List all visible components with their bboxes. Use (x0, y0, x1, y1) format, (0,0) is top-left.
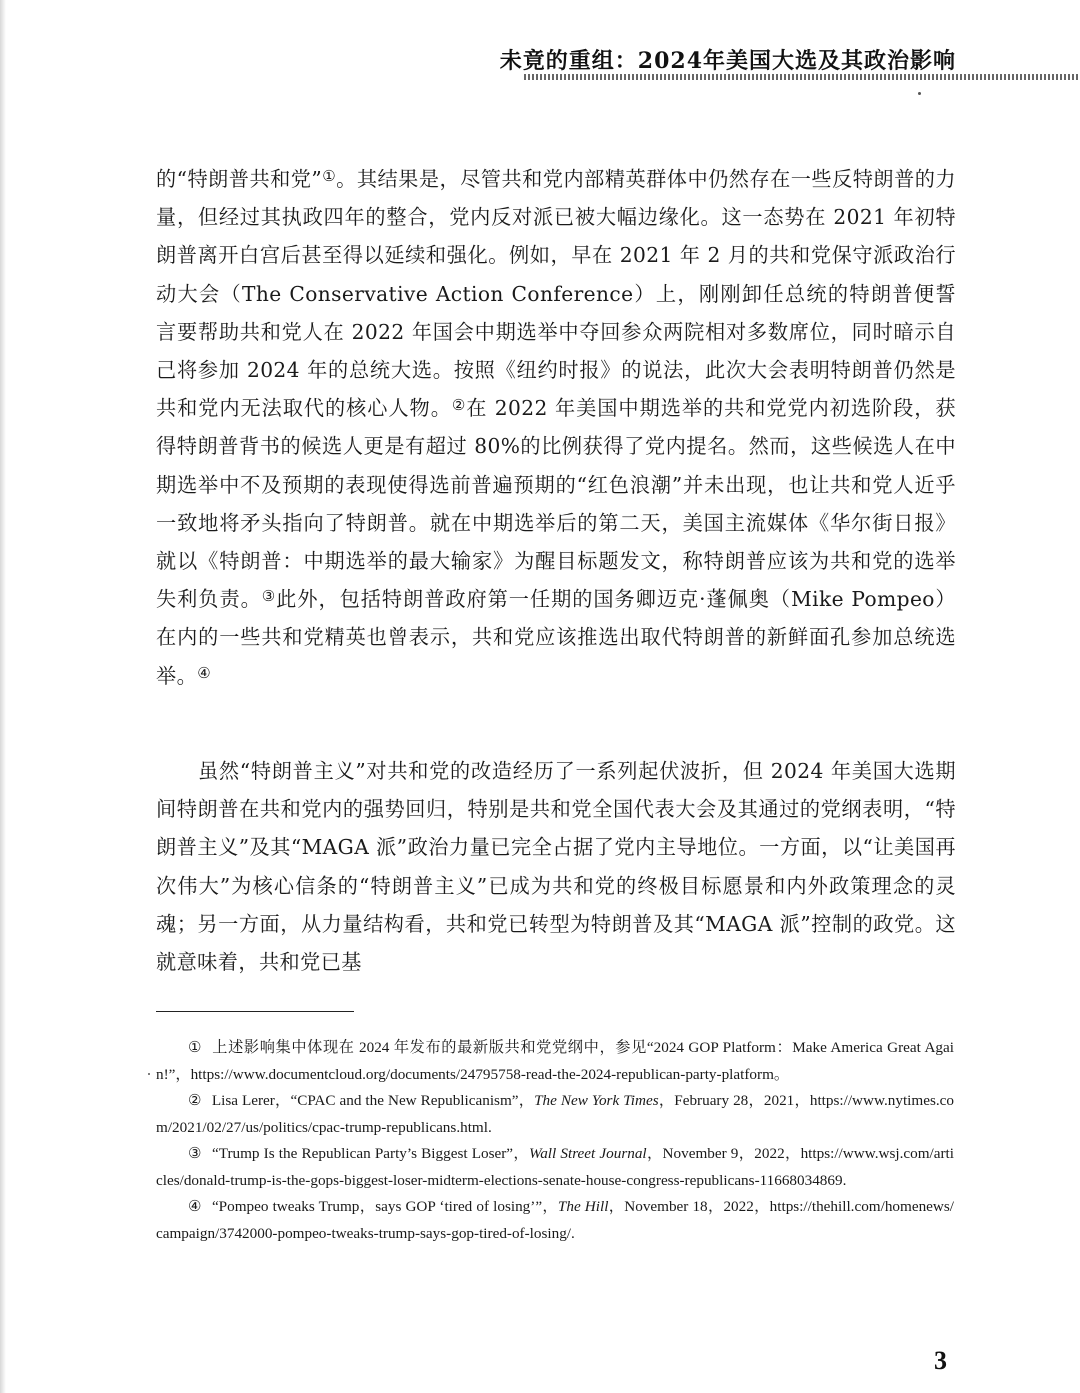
footnote-text: “Pompeo tweaks Trump，says GOP ‘tired of losing’”， (211, 1198, 558, 1215)
footnote-2 (156, 1087, 954, 1141)
footnote-source: The New York Times (534, 1092, 659, 1109)
paragraph-1-seg-3: 在 2022 年美国中期选举的共和党党内初选阶段，获得特朗普背书的候选人更是有超过 80%的比例获得了党内提名。然而，这些候选人在中期选举中不及预期的表现使得选前普遍预期的“红色浪潮”并未出现，也让共和党人近乎一致地将矛头指向了特朗普。就在中期选举后的第二天，美国主流媒体《华尔街日报》就以《特朗普：中期选举的最大输家》为醒目标题发文，称特朗普应该为共和党的选举失利负责。 (156, 396, 956, 612)
footnote-4 (156, 1193, 954, 1247)
footnote-text: Lisa Lerer，“CPAC and the New Republicanism”， (211, 1092, 535, 1109)
footnote-text: “Trump Is the Republican Party’s Biggest Loser”， (211, 1145, 529, 1162)
paragraph-1-seg-1: 的“特朗普共和党” (156, 167, 323, 191)
footnote-ref-2[interactable]: ② (451, 396, 467, 415)
scan-edge-shadow (0, 0, 6, 1393)
page-number: 3 (934, 1346, 947, 1375)
scan-speck (148, 1073, 150, 1075)
paragraph-1 (156, 160, 956, 695)
footnote-text: 上述影响集中体现在 2024 年发布的最新版共和党党纲中，参见“2024 GOP Platform：Make America Great Again!”，https://www.documentcloud.org/documents/24795758-read-the-2024-republican-party-platform。 (156, 1039, 954, 1083)
footnote-source: Wall Street Journal (528, 1145, 647, 1162)
header-rule (524, 74, 1080, 80)
footnotes (156, 1034, 954, 1247)
footnote-text-tail: ，February 28，2021，https://www.nytimes.com/2021/02/27/us/politics/cpac-trump-republicans.html. (156, 1092, 954, 1136)
footnote-ref-1[interactable]: ① (322, 167, 337, 185)
footnote-number: ③ (188, 1145, 202, 1162)
paragraph-1-seg-4: 此外，包括特朗普政府第一任期的国务卿迈克·蓬佩奥（Mike Pompeo）在内的一些共和党精英也曾表示，共和党应该推选出取代特朗普的新鲜面孔参加总统选举。 (156, 587, 956, 688)
footnote-number: ② (188, 1092, 202, 1109)
footnote-text-tail: ，November 18，2022，https://thehill.com/homenews/campaign/3742000-pompeo-tweaks-trump-says-gop-tired-of-losing/. (156, 1198, 954, 1242)
footnote-ref-4[interactable]: ④ (197, 663, 212, 682)
footnote-3 (156, 1140, 954, 1194)
footnote-number: ④ (188, 1198, 202, 1215)
footnote-1 (156, 1034, 954, 1088)
footnote-source: The Hill (557, 1198, 609, 1215)
scan-speck (918, 92, 921, 95)
footnote-number: ① (188, 1039, 203, 1056)
footnote-separator (156, 1011, 354, 1012)
paragraph-2: 虽然“特朗普主义”对共和党的改造经历了一系列起伏波折，但 2024 年美国大选期间特朗普在共和党内的强势回归，特别是共和党全国代表大会及其通过的党纲表明，“特朗普主义”及其“MAGA 派”政治力量已完全占据了党内主导地位。一方面，以“让美国再次伟大”为核心信条的“特朗普主义”已成为共和党的终极目标愿景和内外政策理念的灵魂；另一方面，从力量结构看，共和党已转型为特朗普及其“MAGA 派”控制的政党。这就意味着，共和党已基 (156, 759, 956, 975)
running-header: 未竟的重组：2024年美国大选及其政治影响 (499, 48, 956, 74)
paragraph-1-seg-2: 。其结果是，尽管共和党内部精英群体中仍然存在一些反特朗普的力量，但经过其执政四年的整合，党内反对派已被大幅边缘化。这一态势在 2021 年初特朗普离开白宫后甚至得以延续和强化。例如，早在 2021 年 2 月的共和党保守派政治行动大会（The Conservative Action Conference）上，刚刚卸任总统的特朗普便誓言要帮助共和党人在 2022 年国会中期选举中夺回参众两院相对多数席位，同时暗示自己将参加 2024 年的总统大选。按照《纽约时报》的说法，此次大会表明特朗普仍然是共和党内无法取代的核心人物。 (156, 167, 956, 421)
footnote-ref-3[interactable]: ③ (261, 587, 277, 606)
footnote-text-tail: ，November 9，2022，https://www.wsj.com/articles/donald-trump-is-the-gops-biggest-loser-midterm-elections-senate-house-congress-republicans-11668034869. (156, 1145, 954, 1189)
